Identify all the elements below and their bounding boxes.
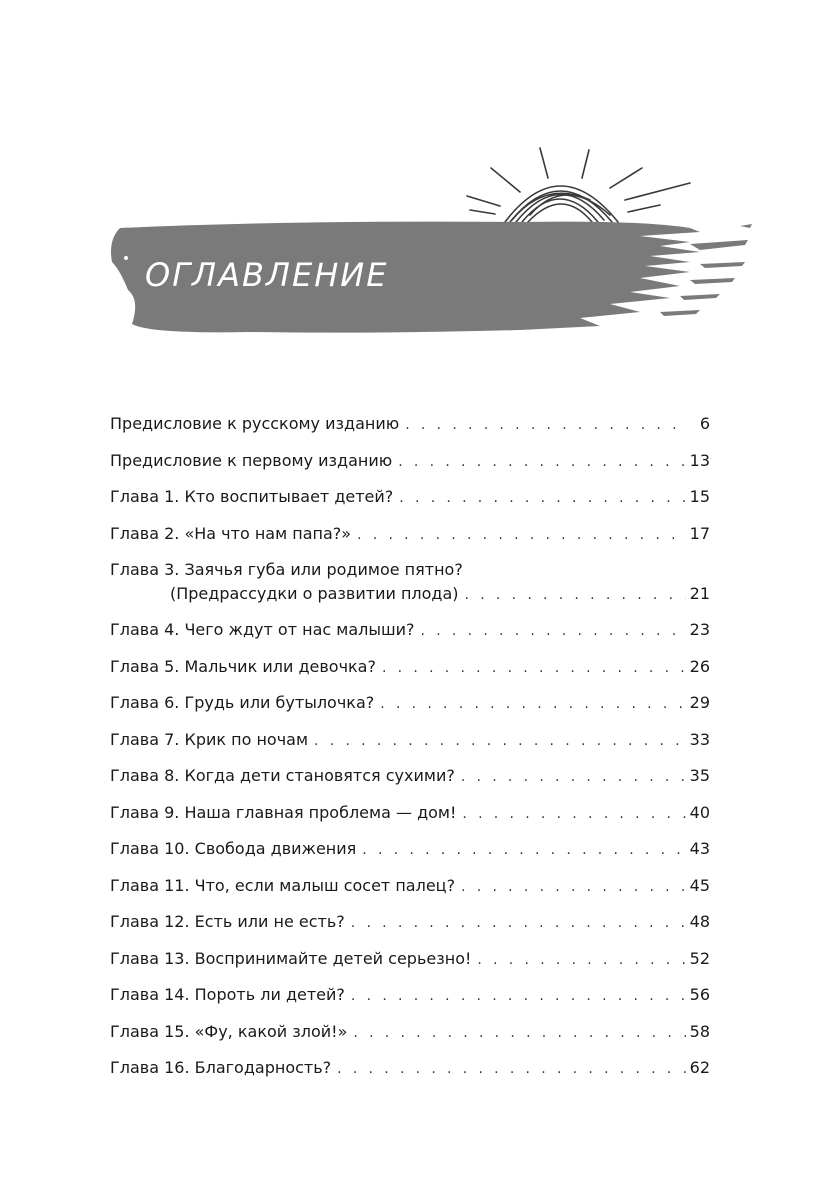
dot-leader [353, 1021, 685, 1045]
toc-entry-title: Глава 1. Кто воспитывает детей? [110, 487, 394, 506]
toc-entry-title: Глава 14. Пороть ли детей? [110, 985, 345, 1004]
table-of-contents [110, 412, 710, 1093]
toc-entry [110, 910, 710, 947]
dot-leader [465, 583, 686, 607]
dot-leader [461, 765, 686, 789]
toc-entry-page: 43 [689, 839, 710, 858]
toc-entry-title: Глава 8. Когда дети становятся сухими? [110, 766, 455, 785]
toc-entry-title: Глава 13. Воспринимайте детей серьезно! [110, 948, 472, 968]
dot-leader [357, 523, 686, 547]
dot-leader [461, 875, 686, 899]
toc-entry [110, 1056, 710, 1093]
toc-entry-title: Глава 16. Благодарность? [110, 1058, 332, 1077]
dot-leader [462, 802, 685, 826]
toc-entry-page: 45 [689, 875, 710, 895]
toc-entry [110, 558, 710, 618]
dot-leader [337, 1057, 685, 1081]
dot-leader [477, 948, 685, 972]
toc-entry [110, 449, 710, 486]
toc-entry-subtitle: (Предрассудки о развитии плода) [170, 584, 459, 603]
dot-leader [421, 619, 686, 643]
dot-leader [314, 729, 686, 753]
toc-entry-page: 58 [689, 1021, 710, 1041]
toc-entry-title: Предисловие к русскому изданию [110, 414, 400, 433]
dot-leader [382, 656, 686, 680]
toc-entry-page: 52 [689, 948, 710, 968]
dot-leader [351, 911, 686, 935]
toc-entry-page: 13 [689, 450, 710, 470]
toc-entry-page: 23 [689, 620, 710, 639]
toc-entry [110, 522, 710, 559]
dot-leader [362, 838, 685, 862]
toc-entry-page: 40 [689, 802, 710, 822]
dot-leader [399, 486, 685, 510]
toc-entry-page: 33 [689, 729, 710, 749]
dot-leader [380, 692, 685, 716]
toc-entry [110, 728, 710, 765]
toc-entry-page: 26 [689, 656, 710, 676]
toc-entry [110, 1020, 710, 1057]
toc-entry [110, 947, 710, 984]
dot-leader [351, 984, 686, 1008]
page-title: ОГЛАВЛЕНИЕ [145, 256, 389, 294]
header-brush-sun-illustration [0, 0, 817, 400]
toc-entry [110, 983, 710, 1020]
toc-entry-title: Глава 12. Есть или не есть? [110, 912, 345, 931]
toc-entry-title: Глава 11. Что, если малыш сосет палец? [110, 875, 456, 895]
toc-entry [110, 412, 710, 449]
dot-leader [398, 450, 685, 474]
toc-entry-title: Глава 15. «Фу, какой злой!» [110, 1021, 348, 1041]
toc-entry-title: Глава 9. Наша главная проблема — дом! [110, 802, 457, 822]
sun-icon [467, 148, 690, 222]
toc-entry-title: Глава 3. Заячья губа или родимое пятно? [110, 560, 463, 579]
toc-entry-page: 35 [689, 766, 710, 785]
toc-entry [110, 837, 710, 874]
toc-entry-title: Глава 5. Мальчик или девочка? [110, 656, 376, 676]
toc-entry [110, 485, 710, 522]
toc-entry-page: 29 [689, 693, 710, 712]
dot-leader [405, 413, 688, 437]
toc-entry-title: Глава 10. Свобода движения [110, 839, 357, 858]
toc-entry [110, 874, 710, 911]
toc-entry-title: Глава 4. Чего ждут от нас малыши? [110, 620, 415, 639]
toc-entry [110, 618, 710, 655]
toc-entry-title: Глава 6. Грудь или бутылочка? [110, 693, 375, 712]
toc-entry-page: 48 [689, 912, 710, 931]
toc-entry-title: Предисловие к первому изданию [110, 450, 393, 470]
toc-entry-page: 56 [689, 985, 710, 1004]
toc-entry [110, 655, 710, 692]
toc-entry [110, 801, 710, 838]
toc-entry-title: Глава 2. «На что нам папа?» [110, 523, 352, 543]
toc-entry-title: Глава 7. Крик по ночам [110, 729, 309, 749]
toc-entry-page: 15 [689, 487, 710, 506]
toc-entry-page: 21 [689, 584, 710, 603]
toc-entry-page: 62 [689, 1058, 710, 1077]
toc-entry-page: 6 [699, 414, 710, 433]
toc-entry [110, 691, 710, 728]
toc-entry-page: 17 [689, 523, 710, 543]
toc-entry [110, 764, 710, 801]
